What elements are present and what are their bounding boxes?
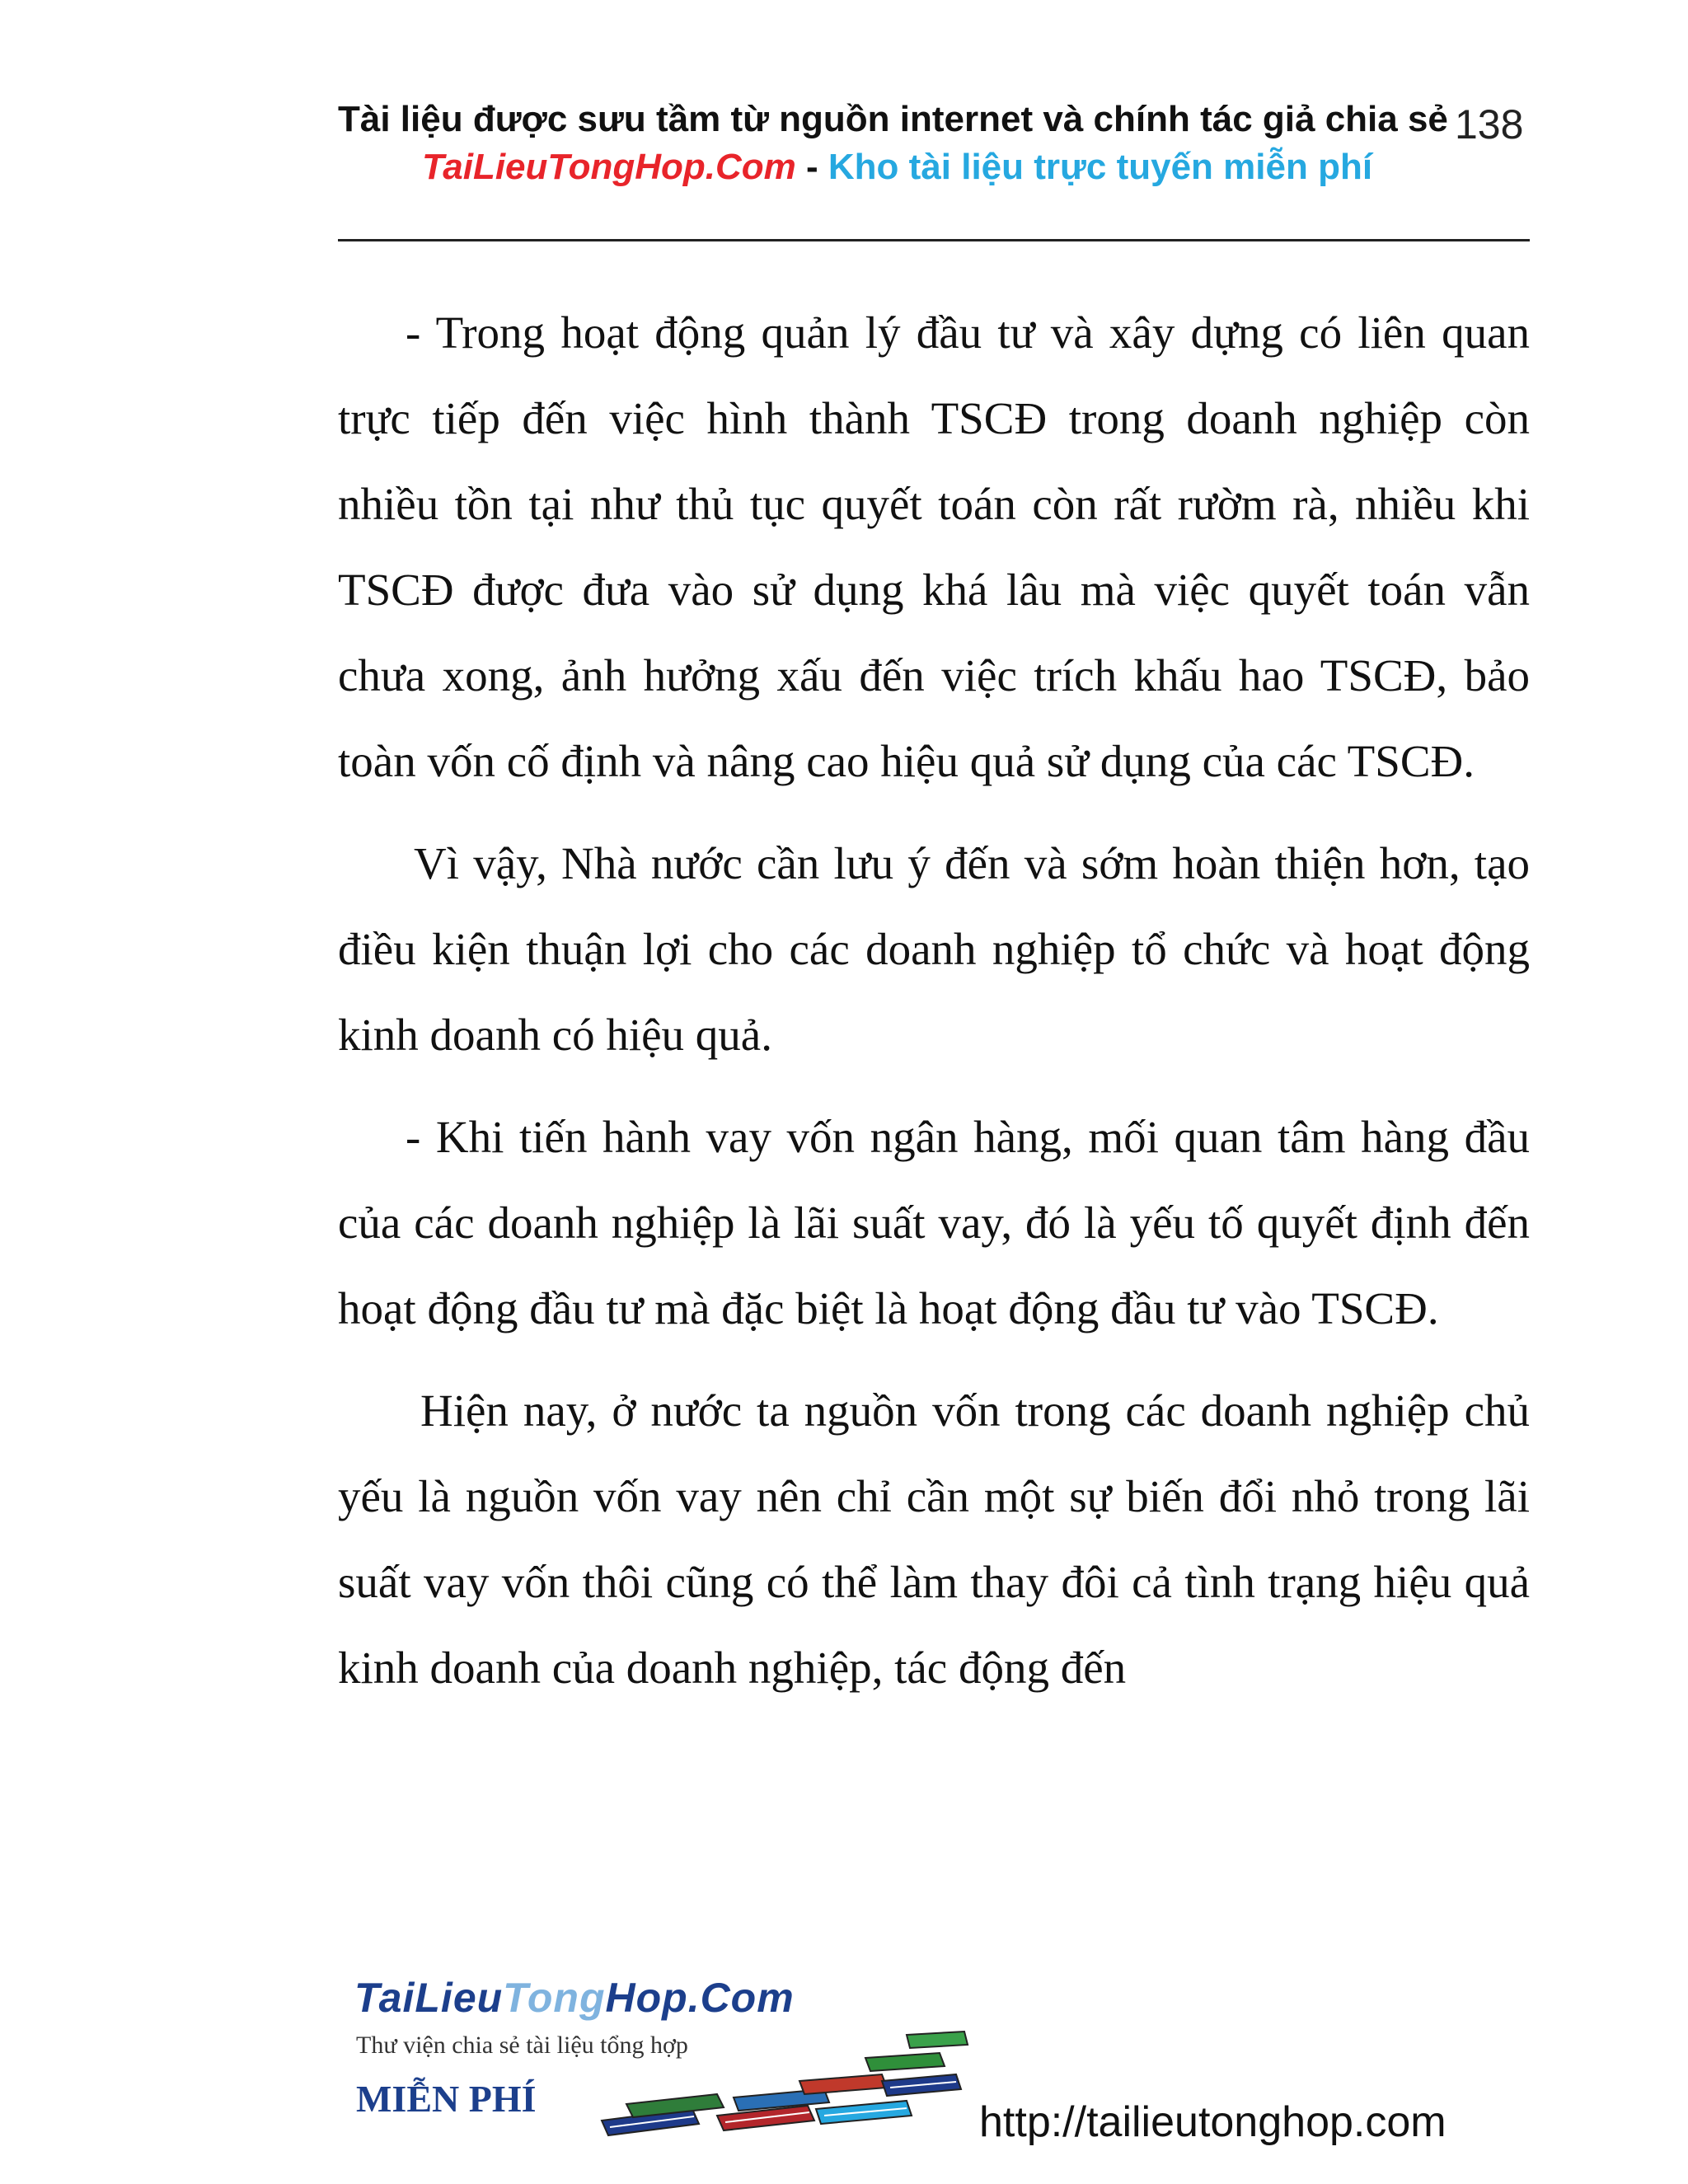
footer-url-link[interactable]: http://tailieutonghop.com	[979, 2098, 1447, 2146]
header-site-name: TaiLieuTongHop.Com	[422, 147, 796, 187]
header-site-line	[422, 147, 1372, 188]
paragraph-2: Vì vậy, Nhà nước cần lưu ý đến và sớm hoàn thiện hơn, tạo điều kiện thuận lợi cho các doanh nghiệp tổ chức và hoạt động kinh doanh có hiệu quả.	[338, 838, 1530, 1060]
page-number: 138	[1455, 101, 1524, 148]
paragraph-3: - Khi tiến hành vay vốn ngân hàng, mối quan tâm hàng đầu của các doanh nghiệp là lãi suất vay, đó là yếu tố quyết định đến hoạt động đầu tư mà đặc biệt là hoạt động đầu tư vào TSCĐ.	[338, 1112, 1530, 1333]
document-body	[338, 290, 1530, 1727]
header-tagline: Kho tài liệu trực tuyến miễn phí	[828, 147, 1373, 187]
header-source-note: Tài liệu được sưu tầm từ nguồn internet và chính tác giả chia sẻ	[338, 99, 1448, 139]
logo-tagline: Thư viện chia sẻ tài liệu tổng hợp	[356, 2032, 688, 2059]
footer-logo	[346, 1974, 973, 2139]
logo-free-label: MIỄN PHÍ	[356, 2078, 537, 2120]
paragraph-1: - Trong hoạt động quản lý đầu tư và xây dựng có liên quan trực tiếp đến việc hình thành TSCĐ trong doanh nghiệp còn nhiều tồn tại như thủ tục quyết toán còn rất rườm rà, nhiều khi TSCĐ được đưa vào sử dụng khá lâu mà việc quyết toán vẫn chưa xong, ảnh hưởng xấu đến việc trích khấu hao TSCĐ, bảo toàn vốn cố định và nâng cao hiệu quả sử dụng của các TSCĐ.	[338, 307, 1530, 786]
logo-title-part1: TaiLieu	[354, 1975, 504, 2021]
paragraph-4: Hiện nay, ở nước ta nguồn vốn trong các doanh nghiệp chủ yếu là nguồn vốn vay nên chỉ cần một sự biến đổi nhỏ trong lãi suất vay vốn thôi cũng có thể làm thay đôi cả tình trạng hiệu quả kinh doanh của doanh nghiệp, tác động đến	[338, 1385, 1530, 1693]
logo-title-part2: Tong	[503, 1975, 606, 2021]
logo-title	[354, 1974, 795, 2022]
logo-title-part3: Hop.Com	[605, 1975, 795, 2021]
books-icon	[593, 2023, 973, 2139]
header-divider	[338, 239, 1530, 241]
header-separator: -	[795, 147, 828, 187]
